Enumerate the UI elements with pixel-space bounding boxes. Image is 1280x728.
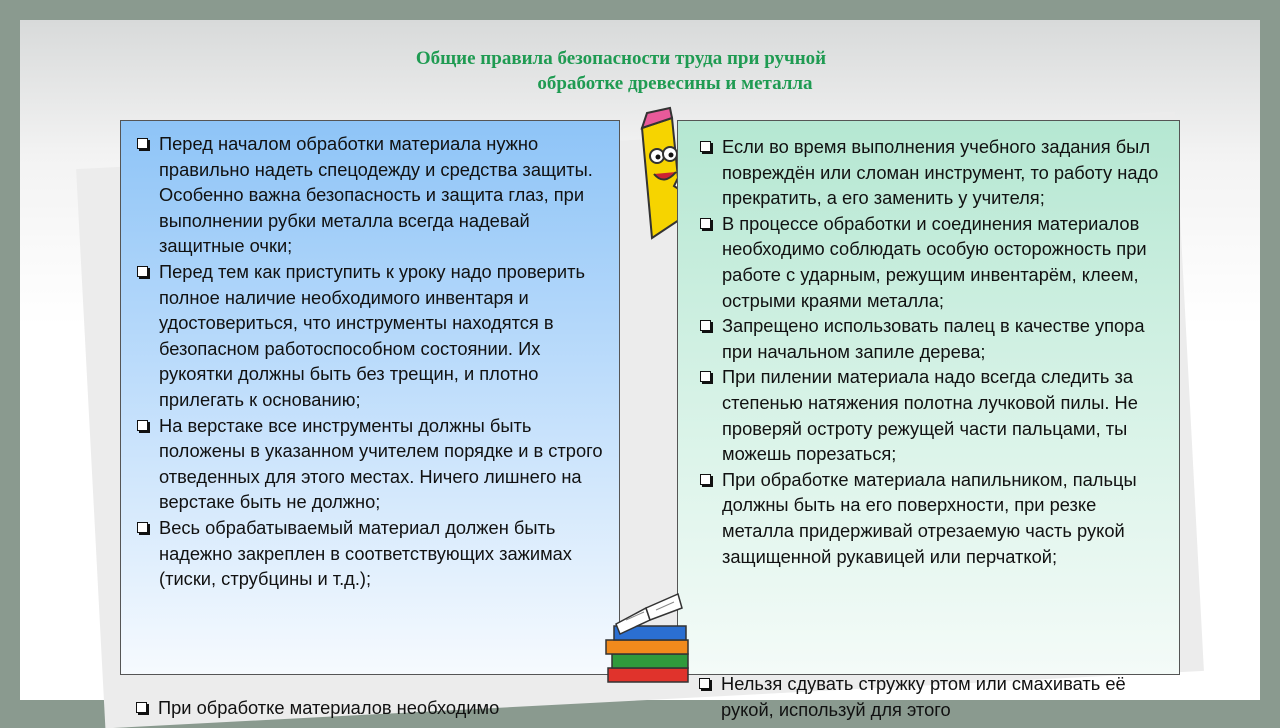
checkbox-bullet-icon (137, 522, 148, 533)
right-rules-panel (677, 120, 1180, 675)
left-overflow-text (136, 695, 620, 720)
list-item (137, 413, 609, 515)
rule-text: При обработке материала напильником, пальцы должны быть на его поверхности, при резке металла придерживай отрезаемую часть рукой защищенной рукавицей или перчаткой; (722, 468, 1137, 567)
checkbox-bullet-icon (137, 420, 148, 431)
list-item (137, 259, 609, 413)
checkbox-bullet-icon (700, 474, 711, 485)
checkbox-bullet-icon (700, 141, 711, 152)
checkbox-bullet-icon (700, 320, 711, 331)
books-stack-icon (596, 590, 706, 690)
list-item (700, 211, 1169, 313)
checkbox-bullet-icon (137, 266, 148, 277)
left-rules-panel (120, 120, 620, 675)
rule-text: При пилении материала надо всегда следить за степенью натяжения полотна лучковой пилы. Не проверяй остроту режущей части пальцами, ты можешь порезаться; (722, 366, 1138, 465)
slide (20, 20, 1260, 720)
title-line-1: Общие правила безопасности труда при ручной (415, 48, 827, 69)
list-item (700, 364, 1169, 466)
rule-text: Перед тем как приступить к уроку надо проверить полное наличие необходимого инвентаря и удостовериться, что инструменты находятся в безопасном работоспособном состоянии. Их рукоятки должны быть без трещин, и плотно прилегать к основанию; (159, 260, 585, 410)
slide-title (20, 46, 1260, 96)
checkbox-bullet-icon (700, 218, 711, 229)
checkbox-bullet-icon (137, 138, 148, 149)
rule-text: В процессе обработки и соединения материалов необходимо соблюдать особую осторожность при работе с ударным, режущим инвентарём, клеем, острыми краями металла; (722, 212, 1147, 311)
rule-text: Если во время выполнения учебного задания был повреждён или сломан инструмент, то работу надо прекратить, а его заменить у учителя; (722, 136, 1159, 209)
checkbox-bullet-icon (700, 371, 711, 382)
rule-text: Нельзя сдувать стружку ртом или смахивать её рукой, используй для этого (721, 673, 1126, 720)
rule-text: Запрещено использовать палец в качестве упора при начальном запиле дерева; (722, 315, 1145, 362)
list-item (136, 695, 620, 721)
title-line-2: обработке древесины и металла (537, 73, 813, 94)
list-item (699, 671, 1179, 722)
list-item (137, 131, 609, 259)
list-item (700, 134, 1169, 211)
rule-text: Весь обрабатываемый материал должен быть надежно закреплен в соответствующих зажимах (тиски, струбцины и т.д.); (159, 516, 572, 590)
rule-text: Перед началом обработки материала нужно правильно надеть спецодежду и средства защиты. Особенно важна безопасность и защита глаз, при выполнении рубки металла всегда надевай защитные очки; (159, 133, 593, 257)
right-overflow-text (699, 671, 1179, 720)
list-item (700, 467, 1169, 569)
list-item (700, 313, 1169, 364)
rule-text: При обработке материалов необходимо (158, 697, 500, 718)
list-item (137, 515, 609, 592)
checkbox-bullet-icon (136, 702, 147, 713)
rule-text: На верстаке все инструменты должны быть положены в указанном учителем порядке и в строго отведенных для этого местах. Ничего лишнего на верстаке быть не должно; (159, 414, 603, 513)
